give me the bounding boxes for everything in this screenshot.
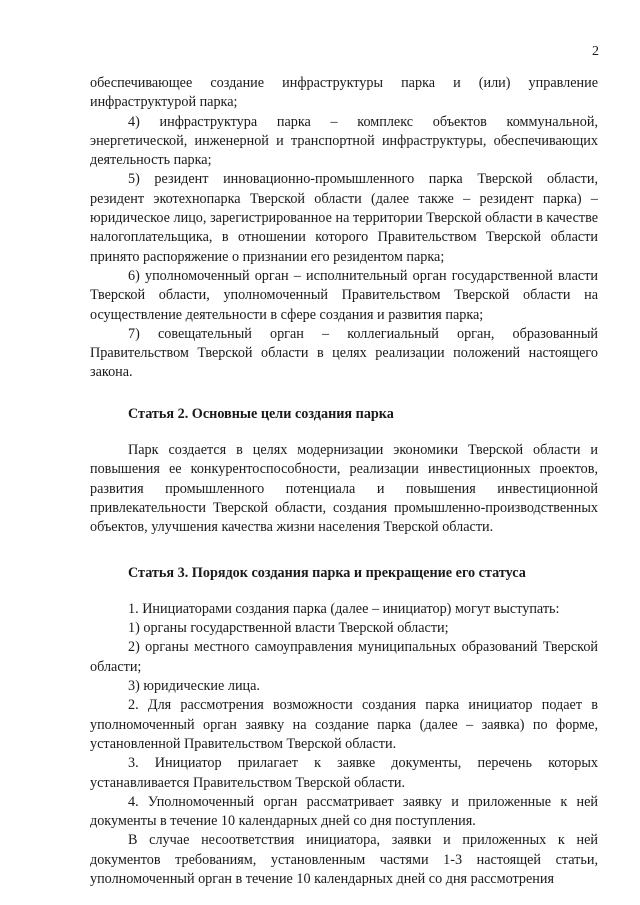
paragraph-definition-4: 4) инфраструктура парка – комплекс объектов коммунальной, энергетической, инженерной и транспортной инфраструктуры, обеспечивающих деятельность парка; bbox=[90, 113, 598, 169]
article-3-item-1: 1) органы государственной власти Тверской области; bbox=[128, 620, 449, 637]
article-3-item-3: 3) юридические лица. bbox=[128, 678, 260, 695]
article-3-part-2: 2. Для рассмотрения возможности создания парка инициатор подает в уполномоченный орган заявку на создание парка (далее – заявка) по форме, установленной Правительством Тверской области. bbox=[90, 697, 598, 752]
article-3-item-2: 2) органы местного самоуправления муниципальных образований Тверской области; bbox=[90, 639, 598, 675]
paragraph-definition-3-continuation: обеспечивающее создание инфраструктуры парка и (или) управление инфраструктурой парка; bbox=[90, 75, 598, 111]
page-number: 2 bbox=[592, 44, 599, 59]
article-2-text: Парк создается в целях модернизации экономики Тверской области и повышения ее конкурентоспособности, реализации инвестиционных проектов, развития промышленного потенциала и повышения инвестиционной привлекательности Тверской области, создания промышленно-производственных объектов, улучшения качества жизни населения Тверской области. bbox=[90, 442, 598, 536]
article-3-part-4: 4. Уполномоченный орган рассматривает заявку и приложенные к ней документы в течение 10 календарных дней со дня поступления. bbox=[90, 793, 598, 830]
article-3-heading: Статья 3. Порядок создания парка и прекращение его статуса bbox=[128, 564, 526, 581]
article-2-heading: Статья 2. Основные цели создания парка bbox=[128, 405, 394, 422]
paragraph-definition-5: 5) резидент инновационно-промышленного парка Тверской области, резидент экотехнопарка Тверской области (далее также – резидент парка) – юридическое лицо, зарегистрированное на территории Тверской области в качестве налогоплательщика, в отношении которого Правительством Тверской области принято распоряжение о признании его резидентом парка; bbox=[90, 171, 598, 265]
paragraph-definition-6: 6) уполномоченный орган – исполнительный орган государственной власти Тверской области, уполномоченный Правительством Тверской области на осуществление деятельности в сфере создания и развития парка; bbox=[90, 267, 598, 323]
document-body bbox=[90, 74, 598, 889]
paragraph-definition-7: 7) совещательный орган – коллегиальный орган, образованный Правительством Тверской области в целях реализации положений настоящего закона. bbox=[90, 325, 598, 381]
article-3-part-1: 1. Инициаторами создания парка (далее – инициатор) могут выступать: bbox=[128, 600, 560, 617]
article-3-part-3: 3. Инициатор прилагает к заявке документы, перечень которых устанавливается Правительством Тверской области. bbox=[90, 755, 598, 791]
article-3-part-4-continuation: В случае несоответствия инициатора, заявки и приложенных к ней документов требованиям, установленным частями 1-3 настоящей статьи, уполномоченный орган в течение 10 календарных дней со дня рассмотрения bbox=[90, 832, 598, 887]
